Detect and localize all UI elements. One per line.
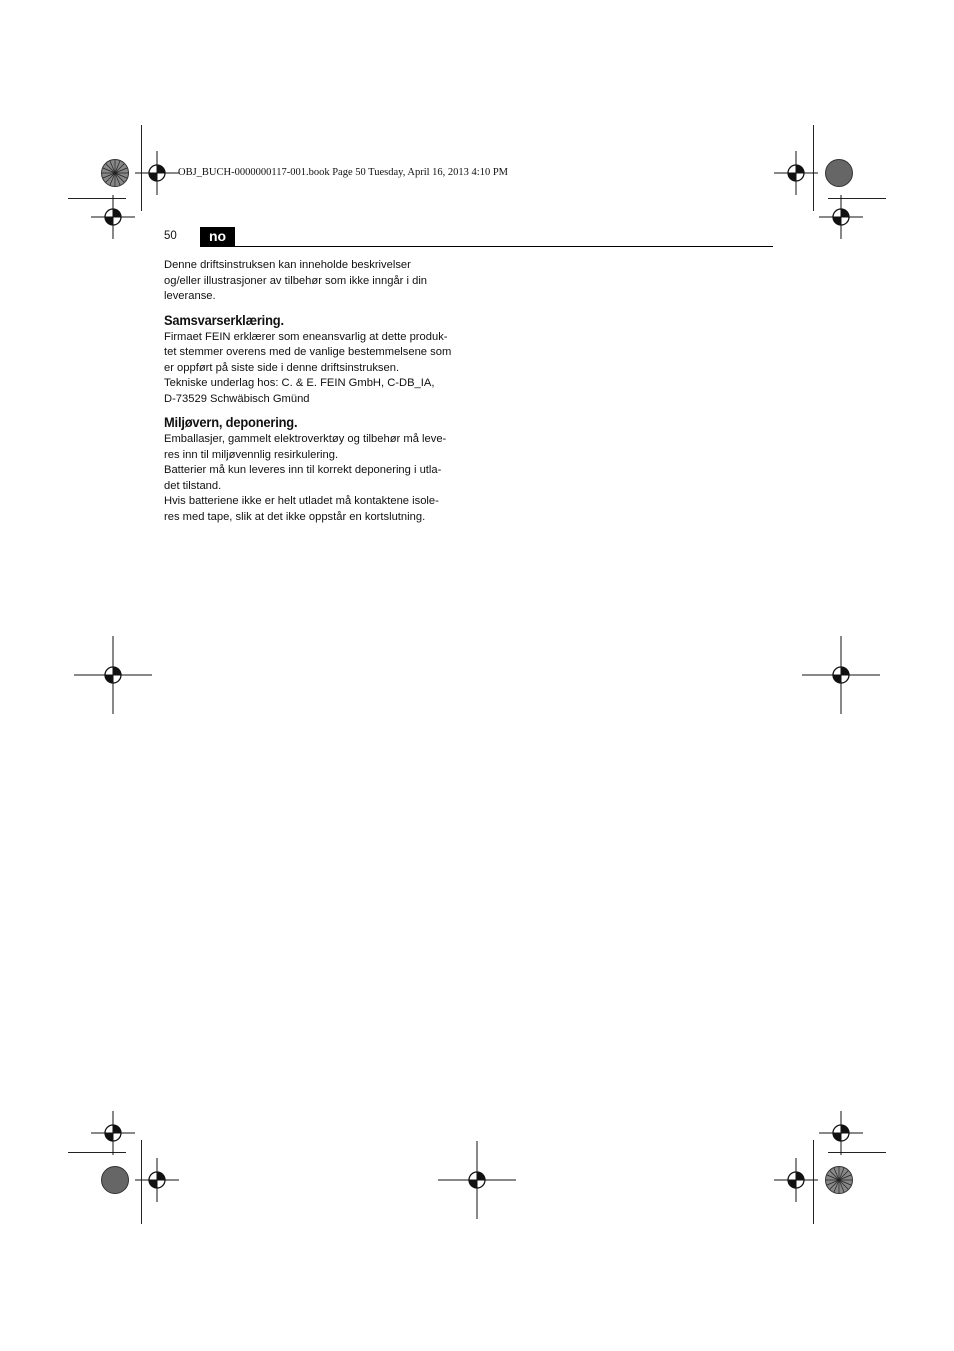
language-badge: no [200,227,235,246]
battery-insulation-paragraph: Hvis batteriene ikke er helt utladet må kontaktene isole- res med tape, slik at det ikke oppstår en kortslutning. [164,495,439,523]
technical-docs-paragraph: Tekniske underlag hos: C. & E. FEIN GmbH, C-DB_IA, D-73529 Schwäbisch Gmünd [164,377,435,405]
page-number: 50 [164,230,177,242]
section-heading-environment: Miljøvern, deponering. [164,414,298,430]
packaging-paragraph: Emballasjer, gammelt elektroverktøy og tilbehør må leve- res inn til miljøvennlig resirkulering. [164,433,447,461]
print-slug-line: OBJ_BUCH-0000000117-001.book Page 50 Tuesday, April 16, 2013 4:10 PM [178,167,508,178]
header-rule [200,246,773,247]
text-column [164,258,464,525]
conformity-paragraph: Firmaet FEIN erklærer som eneansvarlig at dette produk- tet stemmer overens med de vanlige bestemmelsene som er oppført på siste side i denne driftsinstruksen. [164,330,452,374]
intro-paragraph: Denne driftsinstruksen kan inneholde beskrivelser og/eller illustrasjoner av tilbehør som ikke inngår i din leveranse. [164,259,428,302]
section-heading-conformity: Samsvarserklæring. [164,311,284,328]
battery-disposal-paragraph: Batterier må kun leveres inn til korrekt deponering i utla- det tilstand. [164,464,442,492]
